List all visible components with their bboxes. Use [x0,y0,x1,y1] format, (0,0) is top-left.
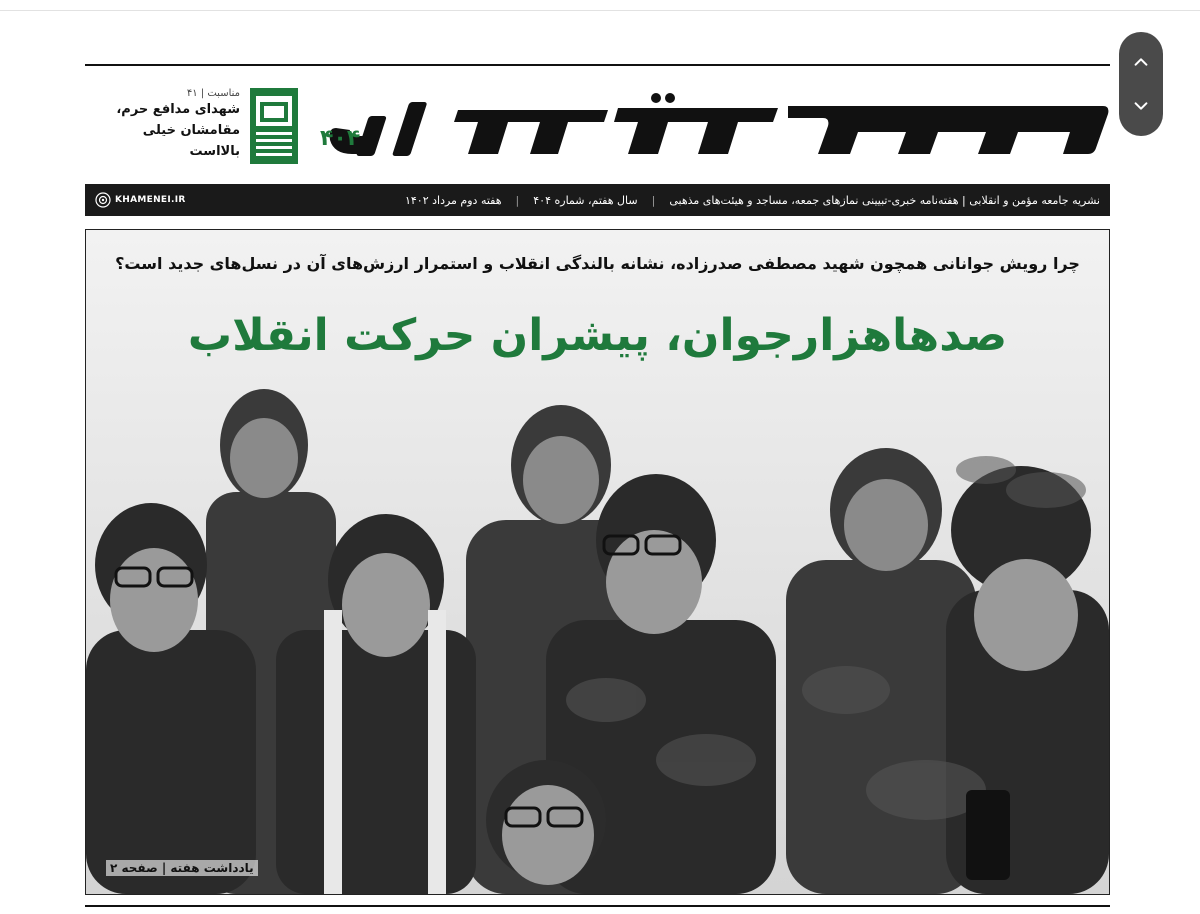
page-scroll-control [1119,32,1163,136]
cover-photo-panel [85,229,1110,895]
scroll-down-button[interactable] [1126,91,1156,121]
khamenei-logo[interactable] [95,192,186,208]
header-divider [85,64,1110,66]
top-divider [0,10,1200,11]
logo-text: KHAMENEI.IR [115,195,186,205]
khamenei-logo-icon [95,192,111,208]
info-separator: | [515,193,520,207]
page-reference[interactable]: یادداشت هفته | صفحه ۲ [106,860,258,876]
issue-number: ۴۰۴ [320,126,361,151]
info-separator: | [651,193,656,207]
article-headline[interactable]: صدهاهزارجوان، پیشران حرکت انقلاب [187,310,1008,361]
occasion-label: مناسبت | ۴۱ [186,88,240,99]
green-book-icon [250,88,298,164]
masthead-logo [318,88,1110,168]
info-bar [85,184,1110,216]
scroll-up-button[interactable] [1126,47,1156,77]
chevron-down-icon [1132,97,1150,115]
chevron-up-icon [1132,53,1150,71]
article-kicker: چرا رویش جوانانی همچون شهید مصطفی صدرزاده، نشانه بالندگی انقلاب و استمرار ارزش‌های آن در نسل‌های جدید است؟ [115,254,1080,273]
occasion-title-line1: شهدای مدافع حرم، [116,102,240,117]
info-bar-issue: سال هفتم، شماره ۴۰۴ [533,193,638,207]
info-bar-publication: نشریه جامعه مؤمن و انقلابی | هفته‌نامه خبری-تبیینی نمازهای جمعه، مساجد و هیئت‌های مذهبی [669,193,1100,207]
info-bar-date: هفته دوم مرداد ۱۴۰۲ [404,193,502,207]
occasion-title-line2: مقامشان خیلی بالااست [142,123,240,159]
bottom-divider [85,905,1110,907]
occasion-box [90,88,240,162]
